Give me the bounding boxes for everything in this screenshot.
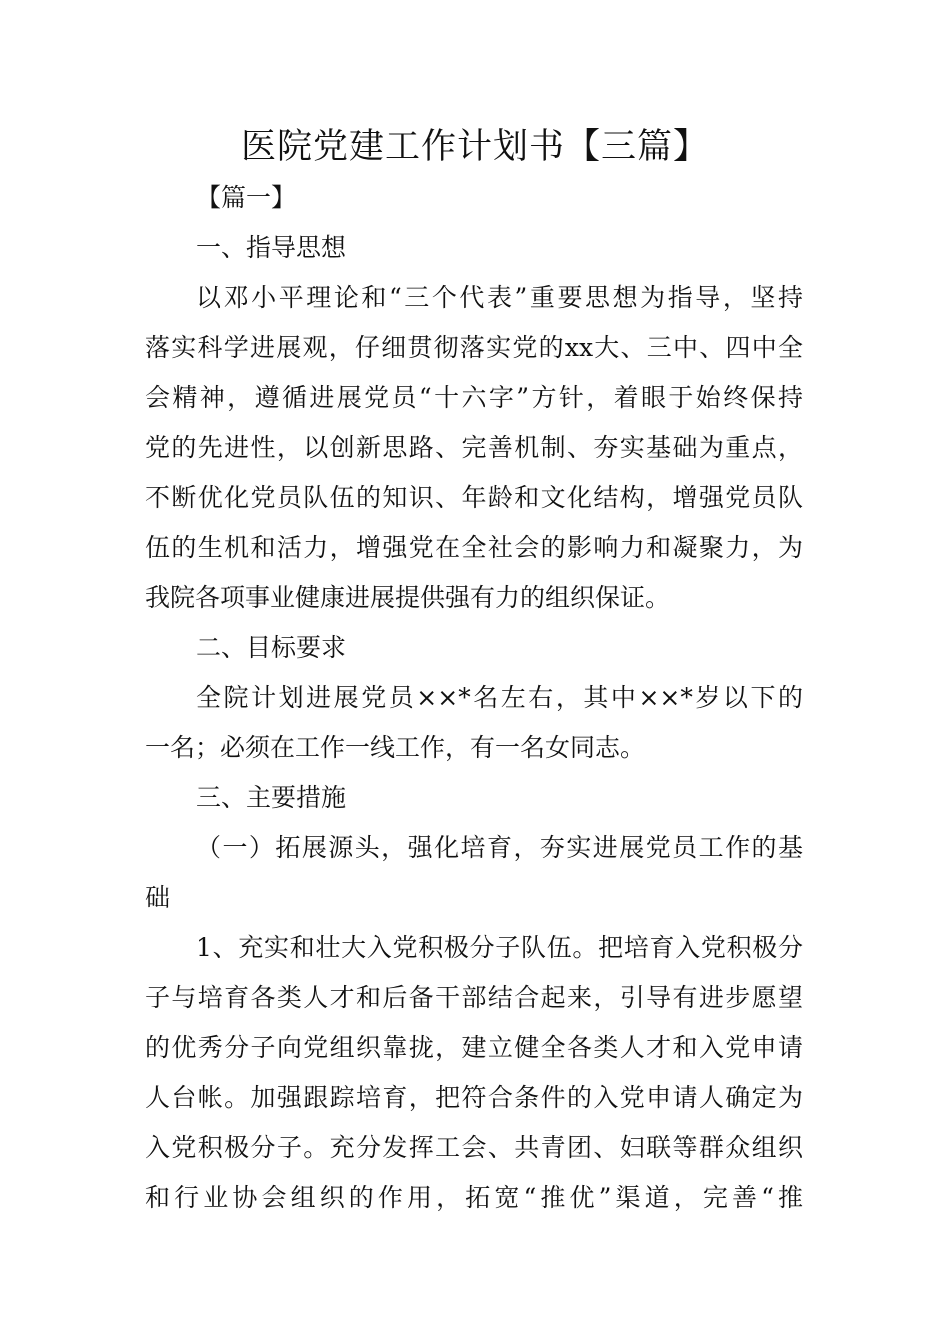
paragraph-line: 我院各项事业健康进展提供强有力的组织保证。: [145, 583, 671, 612]
part-label: 【篇一】: [196, 183, 297, 212]
paragraph-line: 的优秀分子向党组织靠拢，建立健全各类人才和入党申请: [145, 1033, 803, 1062]
paragraph-line: 全院计划进展党员××*名左右，其中××*岁以下的: [196, 683, 803, 712]
paragraph-line: 和行业协会组织的作用，拓宽“推优”渠道，完善“推: [145, 1183, 803, 1212]
paragraph-line: 不断优化党员队伍的知识、年龄和文化结构，增强党员队: [145, 483, 803, 512]
paragraph-line: 人台帐。加强跟踪培育，把符合条件的入党申请人确定为: [145, 1083, 803, 1112]
subsection-heading-line: 础: [145, 883, 171, 912]
paragraph-line: 伍的生机和活力，增强党在全社会的影响力和凝聚力，为: [145, 533, 803, 562]
paragraph-line: 入党积极分子。充分发挥工会、共青团、妇联等群众组织: [145, 1133, 803, 1162]
paragraph-line: 1、充实和壮大入党积极分子队伍。把培育入党积极分: [196, 933, 803, 962]
section-heading-goals: 二、目标要求: [196, 633, 347, 662]
section-heading-guiding-thought: 一、指导思想: [196, 233, 347, 262]
paragraph-line: 会精神，遵循进展党员“十六字”方针，着眼于始终保持: [145, 383, 803, 412]
paragraph-line: 以邓小平理论和“三个代表”重要思想为指导，坚持: [196, 283, 803, 312]
paragraph-line: 落实科学进展观，仔细贯彻落实党的xx大、三中、四中全: [145, 333, 803, 362]
paragraph-line: 子与培育各类人才和后备干部结合起来，引导有进步愿望: [145, 983, 803, 1012]
subsection-heading-line: （一）拓展源头，强化培育，夯实进展党员工作的基: [196, 833, 803, 862]
document-title: 医院党建工作计划书【三篇】: [240, 127, 709, 167]
paragraph-line: 一名；必须在工作一线工作，有一名女同志。: [145, 733, 646, 762]
paragraph-line: 党的先进性，以创新思路、完善机制、夯实基础为重点，: [145, 433, 803, 462]
section-heading-measures: 三、主要措施: [196, 783, 347, 812]
